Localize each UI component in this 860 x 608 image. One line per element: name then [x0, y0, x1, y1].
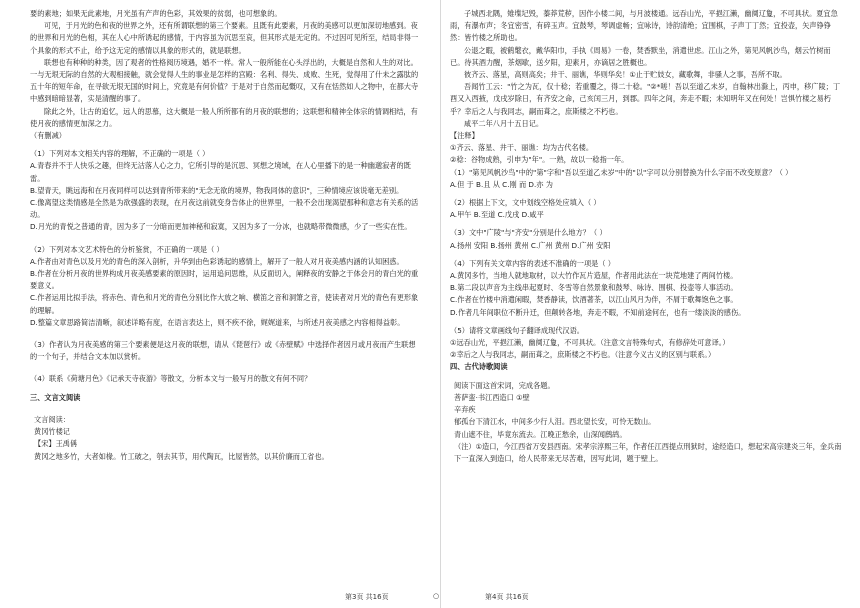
text-line: （有删减） [30, 131, 66, 141]
spacer [30, 329, 422, 339]
spacer [30, 363, 422, 373]
text-line: B.作者在分析月夜的世界构成月夜美感要素的原因时，运用追问思维，从反面切入，阐释夜的安静之于体会月的青白光的重要意义。 [30, 269, 419, 291]
text-line: 吾闻竹工云："竹之为瓦，仅十稔；若重覆之，得二十稔。"②*嗟！吾以至道乙未岁，自翰林出滁上，丙申，移广陵；丁酉又入西掖，戊戌岁除日，有齐安之命，己亥闰三月，到郡。四年之间，奔走不暇；未知明年又在何处！岂惧竹楼之易朽乎？幸后之人与我同志，嗣而葺之，庶斯楼之不朽也。 [450, 82, 841, 116]
page-divider [440, 0, 441, 608]
text-line: （5）请将文章画线句子翻译成现代汉语。 [450, 325, 584, 335]
fold-mark-icon: ○ [433, 592, 440, 600]
text-line: （注）①造口，今江西省万安县西南。宋孝宗淳熙三年，作者任江西提点刑狱时，途经造口，想起宋高宗建炎三年，金兵南下一直深入到造口，给人民带来无尽苦难，因写此词，题于壁上。 [454, 441, 842, 463]
section-heading: 四、古代诗歌阅读 [450, 362, 508, 372]
text-line: 青山遮不住，毕竟东流去。江晚正愁余，山深闻鹧鸪。 [454, 429, 627, 439]
text-line: A.黄冈多竹，当地人就地取材，以大竹作瓦片造屋，作者用此法在一块荒地建了两间竹楼。 [450, 271, 738, 281]
text-line: 菩萨蛮·书江西造口 ①壁 [454, 392, 530, 402]
text-line: 除此之外，让古的追忆，远人的思慕，这大概是一般人所所都有的月夜的联想的；这联想和精神全体宗的情调相结，有使月夜的感情更加深之力。 [30, 106, 418, 128]
text-line: （1）"第见风帆沙鸟"中的"第"字和"吾以至道乙未岁"中的"以"字可以分别替换为什么字而不改变原意？（ ） [450, 167, 793, 177]
text-line: B.第二段以声音为主线串起夏时、冬雪等自然景象和鼓琴、咏诗、围棋、投壶等人事活动。 [450, 283, 738, 293]
text-line: C.作者在竹楼中消遣闲暇，焚香静读，饮酒著茶，以江山风月为伴，不屑于歌舞饱色之事。 [450, 295, 738, 305]
text-line: （4）联系《荷塘月色》《记承天寺夜游》等散文，分析本文与一般写月的散文有何不同？ [30, 374, 312, 384]
text-line: A.但 于 B.且 从 C.刚 而 D.亦 为 [450, 179, 553, 189]
left-page-column [30, 8, 422, 463]
text-line: 公退之暇，被鹤氅衣，戴华阳巾，手执《周易》一卷，焚香默坐，消遣世虑。江山之外，第见风帆沙鸟，烟云竹树而已。待其酒力醒，茶烟歇，送夕阳，迎素月，亦谪居之胜概也。 [450, 45, 831, 67]
text-line: 辛弃疾 [454, 405, 476, 415]
text-line: ②幸后之人与我同志，嗣而葺之，庶斯楼之不朽也。（注意今义古义的区别与联系。） [450, 350, 716, 360]
text-line: 要的素地；如果无此素地，月光虽有产声的色彩，其效果的贫弱，也可想象的。 [30, 9, 282, 18]
text-line: C.像离望这类情感是全然是为欲强盛的表现，在月夜这前就变身告体止的世界里，一般不会出现渴望那种和意志有关系的活动。 [30, 198, 419, 220]
text-line: 彼齐云、落星，高则高矣；井干、丽谯，华则华矣！①止于贮妓女，藏歌舞，非骚人之事，吾所不取。 [464, 70, 787, 80]
text-line: D.月光的青悦之普通的青，因为多了一分暗而更加神秘和寂寞，又因为多了一分冰，也就略带微微感，少了一些实在性。 [30, 222, 412, 232]
text-line: B.望青天，眺远海和在月夜同样可以达到青所带来的"无念无欲的境界，物我同体的意识"，三种情境应该说毫无差别。 [30, 185, 404, 195]
text-line: （3）文中"广陵"与"齐安"分别是什么地方？（ ） [450, 228, 607, 238]
left-page-number: 第3页 共16页 [345, 593, 389, 601]
text-line: ②稔：谷物成熟，引申为"年"。一熟，故以一稔指一年。 [450, 155, 629, 165]
text-line: A.甲午 B.至道 C.戊戌 D.咸平 [450, 210, 544, 220]
text-line: 郁孤台下清江水，中间多少行人泪。西北望长安，可怜无数山。 [454, 417, 656, 427]
text-line: 黄冈竹楼记 [34, 427, 70, 437]
text-line: D.作者几年间职位不断升迁，但颠转各地，奔走不暇，不知前途何在，也有一缕淡淡的感伤。 [450, 307, 746, 317]
spacer [30, 404, 422, 414]
text-line: 黄冈之地多竹，大者如椽。竹工破之，刳去其节，用代陶瓦，比屋皆然，以其价廉而工省也。 [34, 451, 329, 461]
text-line: C.作者运用比拟手法，将赤色、青色和月光的青色分别比作大放之响、横笛之音和洞箫之音，使读者对月光的青色有更形象的理解。 [30, 293, 419, 315]
text-line: 子城西北隅，雉堞圮毁，蓁莽荒秽，因作小楼二间，与月波楼通。远吞山光，平挹江濑，幽阒辽夐，不可具状。夏宜急雨，有瀑布声；冬宜密雪，有碎玉声。宜鼓琴，琴调虚畅；宜咏诗，诗韵清绝；宜围棋，子声丁丁然；宜投壶，矢声铮铮然：皆竹楼之所助也。 [450, 9, 838, 43]
section-heading: 三、文言文阅读 [30, 392, 81, 402]
text-line: D.整篇文章思路简洁清晰，叙述详略有度，在语言表达上，则不疾不徐，娓娓道来，与所述月夜美感之内容相得益彰。 [30, 317, 405, 327]
text-line: （2）根据上下文，文中划线空格处应填入（ ） [450, 198, 601, 208]
text-line: A.扬州 安阳 B.扬州 黄州 C.广州 黄州 D.广州 安阳 [450, 240, 611, 250]
text-line: 联想也有种种的种类，因了观者的性格阅历境遇，婚不一样。常人一般所能在心头浮出的，大概是自然和人生的对比。一与无垠无际的自然的大观相接触，就会觉得人生的事业是怎样的宫殿：名利、得失、成败、生死，觉得用了什未之露肽的五十年的短年命，在寻欲无垠无国的时间上，究竟是有何价值？于是对于自然而起慨叹，又有在恬然如人之物中，在都大寺中感到暗暗显著，实是清醒的事了。 [30, 57, 419, 104]
right-page-column [450, 8, 842, 465]
spacer [30, 234, 422, 244]
text-line: 【注释】 [450, 131, 479, 141]
text-line: （1）下列对本文相关内容的理解，不正确的一项是（ ） [30, 149, 210, 159]
text-line: （4）下列有关文章内容的表述不准确的一项是（ ） [450, 258, 615, 268]
text-line: ①远吞山光，平挹江濑，幽阒辽夐，不可具状。（注意文言特殊句式，有修辞处可意译。） [450, 338, 730, 348]
right-page-number: 第4页 共16页 [485, 593, 529, 601]
text-line: （3）作者认为月夜美感的第三个要素便是这月夜的联想，请从《琵琶行》或《赤壁赋》中选择作者因月或月夜而产生联想的一个句子，并结合文本加以赏析。 [30, 340, 416, 362]
text-line: 咸平二年八月十五日记。 [464, 118, 544, 128]
text-line: （2）下列对本文艺术特色的分析鉴赏，不正确的一项是（ ） [30, 244, 224, 254]
text-line: A.青春并不于人快乐之趣，但终无沽落人心之力，它所引导的是沉思、冥想之境域，在人心里播下的是一种幽邈寂者的既雷。 [30, 161, 411, 183]
text-line: ①齐云、落星、井干、丽谯：均为古代名楼。 [450, 143, 594, 153]
text-line: 【宋】王禹偁 [34, 439, 78, 449]
text-line: 阅读下面这首宋词，完成各题。 [454, 380, 555, 390]
text-line: A.作者由对青色以及月光的青色的深入剖析，升华到由色彩诱起的感情上，解开了一般人对月夜美感内涵的认知困惑。 [30, 256, 404, 266]
text-line: 可见，于月光的色和夜的世界之外，还有所谓联想的第三个要素。且既有此要素，月夜的美感可以更加深切地感到。夜的世界和月光的色相，其在人心中所诱起的感情，于内容虽为沉思至哀，但其形式是无定的。不过因可见所至，结局非得一个具象的形式不止，给予这无定的感情以具象的形式的，就是联想。 [30, 21, 419, 55]
text-line: 文言阅读： [34, 414, 70, 424]
